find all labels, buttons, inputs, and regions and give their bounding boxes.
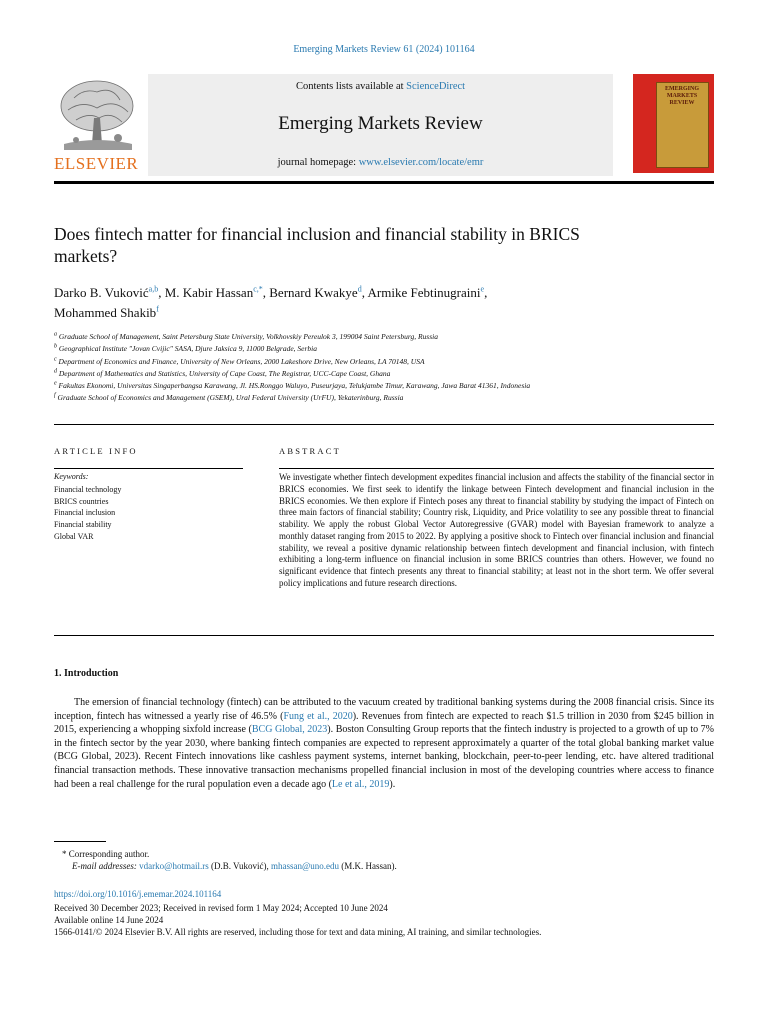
abstract-rule xyxy=(279,468,714,469)
email-line: E-mail addresses: vdarko@hotmail.rs (D.B. Vuković), mhassan@uno.edu (M.K. Hassan). xyxy=(72,861,397,871)
citation-link[interactable]: Le et al., 2019 xyxy=(331,778,390,790)
affiliation: $^b$ Geographical Institute "Jovan Cvijic" SASA, Djure Jaksica 9, 11000 Belgrade, Serbia xyxy=(54,343,317,354)
affiliation: $^f$ Graduate School of Economics and Management (GSEM), Ural Federal University (UrFU), Yekaterinburg, Russia xyxy=(54,392,404,403)
author-list: Darko B. Vuković$^{a,b}$, M. Kabir Hassan$^{c,*}$, Bernard Kwakye$^d$, Armike Febtinugraini$^e$, Mohammed Shakib$^f$ xyxy=(54,284,488,320)
article-info-rule xyxy=(54,468,243,469)
journal-cover-thumbnail[interactable] xyxy=(633,74,714,173)
intro-heading: 1. Introduction xyxy=(54,668,119,679)
available-online: Available online 14 June 2024 xyxy=(54,915,164,925)
journal-title: Emerging Markets Review xyxy=(278,113,483,134)
keyword: Financial technology xyxy=(54,485,122,494)
email-link[interactable]: vdarko@hotmail.rs xyxy=(139,861,209,871)
received-dates: Received 30 December 2023; Received in revised form 1 May 2024; Accepted 10 June 2024 xyxy=(54,903,388,913)
author[interactable]: Armike Febtinugraini$^e$ xyxy=(367,284,485,300)
keyword: Financial inclusion xyxy=(54,508,116,518)
header-rule xyxy=(54,181,714,184)
intro-paragraph: The emersion of financial technology (fintech) can be attributed to the vacuum created by traditional banking systems during the 2008 financial crisis. Since its inception, fintech has witnessed a yearly rise of 46.5% (Fung et al., 2020). Revenues from fintech are expected to reach $1.5 trillion in 2030 from $245 billion in 2015, experiencing a whopping sixfold increase (BCG Global, 2023). Boston Consulting Group reports that the fintech industry is projected to a growth of up to 7% in the fintech sector by the year 2030, where banking fintech companies are expected to represent approximately a quarter of the total global banking market value (BCG Global, 2023). Recent Fintech innovations like cashless payment systems, internet banking, blockchain, peer-to-peer lending, etc. have altered traditional financial transaction methods. These innovative transaction mechanisms propelled financial inclusion in most of the developing countries where access to finance had been a real challenge for the rural population even a decade ago (Le et al., 2019). xyxy=(54,697,715,790)
affiliation: $^c$ Department of Economics and Finance, University of New Orleans, 2000 Lakeshore Drive, New Orleans, LA 70148, USA xyxy=(54,356,425,366)
affiliation: $^e$ Fakultas Ekonomi, Universitas Singaperbangsa Karawang, Jl. HS.Ronggo Waluyo, Puseurjaya, Telukjambe Timur, Karawang, Jawa Barat 41361, Indonesia xyxy=(54,380,531,391)
author[interactable]: Bernard Kwakye$^d$ xyxy=(269,284,362,300)
author[interactable]: Darko B. Vuković$^{a,b}$ xyxy=(54,284,159,300)
contents-line xyxy=(148,81,613,92)
keyword: Financial stability xyxy=(54,520,112,530)
abstract-text: We investigate whether fintech development expedites financial inclusion and affects the stability of the financial sector in BRICS economies. We first seek to identify the linkage between Fintech development and financial inclusion in the BRICS economies. We then explore if Fintech poses any threat to financial stability by studying the impact of Fintech on three main factors of financial stability; Country risk, Liquidity, and Price volatility to see any possible threat to financial stability. We apply the robust Global Vector Autoregressive (GVAR) model with Bayesian framework to analyze a monthly dataset ranging from 2015 to 2022. By applying a positive shock to Fintech over financial inclusion and financial stability, we reveal a positive dynamic relationship between fintech development and financial inclusion, with fintech exhibiting a long-term influence on financial inclusion in some BRICS countries than others. However, we found no significant evidence that fintech presents any threat to financial stability; at least not in the short term. We offer several policy implications and future research directions. xyxy=(279,472,714,588)
keyword: BRICS countries xyxy=(54,496,109,506)
citation-link[interactable]: Fung et al., 2020 xyxy=(283,710,353,722)
corresponding-author-note: * Corresponding author. xyxy=(62,849,150,859)
contents-prefix: Contents lists available at xyxy=(295,81,407,92)
sciencedirect-link[interactable]: ScienceDirect xyxy=(406,81,466,92)
copyright: 1566-0141/© 2024 Elsevier B.V. All rights are reserved, including those for text and data mining, AI training, and similar technologies. xyxy=(54,927,542,937)
footnote-rule xyxy=(54,841,106,842)
elsevier-wordmark: ELSEVIER xyxy=(54,154,139,173)
homepage-link[interactable]: www.elsevier.com/locate/emr xyxy=(358,157,484,168)
affiliation: $^d$ Department of Mathematics and Statistics, University of Cape Coast, The Registrar, UCC-Cape Coast, Ghana xyxy=(54,368,391,378)
affiliation: $^a$ Graduate School of Management, Saint Petersburg State University, Volkhovskiy Pereulok 3, 199004 Saint Petersburg, Russia xyxy=(54,331,438,341)
keywords-list xyxy=(54,484,121,543)
email-label: E-mail addresses: xyxy=(72,861,140,871)
journal-homepage-line xyxy=(148,157,613,168)
article-title: Does fintech matter for financial inclusion and financial stability in BRICS markets? xyxy=(54,224,580,266)
tree-icon xyxy=(54,78,140,154)
keywords-label: Keywords: xyxy=(54,472,89,481)
homepage-prefix: journal homepage: xyxy=(277,157,359,168)
journal-reference[interactable]: Emerging Markets Review 61 (2024) 101164 xyxy=(293,44,475,55)
author[interactable]: M. Kabir Hassan$^{c,*}$ xyxy=(164,284,263,300)
affiliations xyxy=(54,331,644,405)
cover-title: EMERGING MARKETS REVIEW xyxy=(664,86,699,106)
keyword: Global VAR xyxy=(54,531,94,541)
abstract-heading: ABSTRACT xyxy=(279,446,341,456)
citation-link[interactable]: BCG Global, 2023 xyxy=(251,724,328,736)
email-link[interactable]: mhassan@uno.edu xyxy=(271,861,340,871)
article-info-heading: ARTICLE INFO xyxy=(54,446,138,456)
section-rule-bottom xyxy=(54,635,714,636)
doi-link[interactable]: https://doi.org/10.1016/j.ememar.2024.101164 xyxy=(54,889,222,899)
section-rule xyxy=(54,424,714,425)
author[interactable]: Mohammed Shakib$^f$ xyxy=(54,304,159,320)
